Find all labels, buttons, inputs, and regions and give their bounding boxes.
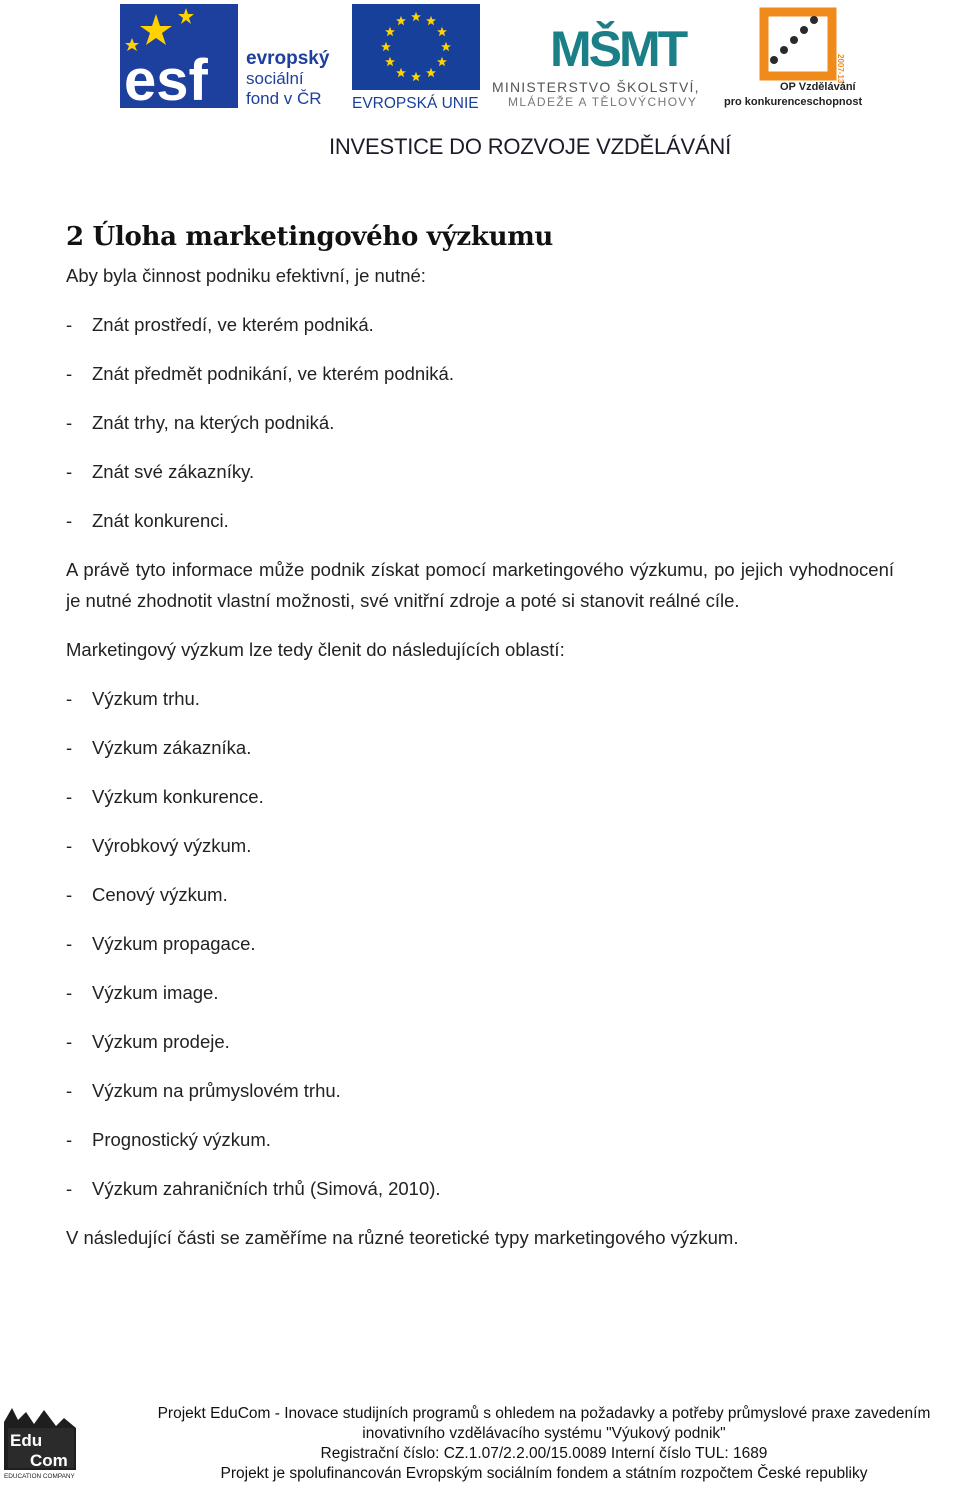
svg-text:2007-13: 2007-13 (836, 54, 845, 84)
list-item: - Znát své zákazníky. (66, 461, 255, 482)
research-areas-list (66, 683, 894, 1204)
list-item: - Znát konkurenci. (66, 510, 229, 531)
list-item: - Výrobkový výzkum. (66, 835, 252, 856)
eu-flag-logo (352, 4, 480, 110)
msmt-logo (492, 2, 720, 110)
list-item: - Prognostický výzkum. (66, 1129, 271, 1150)
list-item: - Výzkum zákazníka. (66, 737, 252, 758)
svg-text:pro konkurenceschopnost: pro konkurenceschopnost (724, 96, 863, 108)
footer-line: Registrační číslo: CZ.1.07/2.2.00/15.0089 Interní číslo TUL: 1689 (320, 1445, 768, 1462)
svg-text:MŠMT: MŠMT (550, 21, 686, 77)
list-item: - Výzkum prodeje. (66, 1031, 230, 1052)
eu-flag-icon (352, 4, 480, 110)
list-item: - Znát předmět podnikání, ve kterém podniká. (66, 363, 454, 384)
list-item: - Výzkum konkurence. (66, 786, 264, 807)
list-item: - Výzkum image. (66, 982, 219, 1003)
list-item: - Výzkum zahraničních trhů (Simová, 2010). (66, 1178, 441, 1199)
svg-text:fond v ČR: fond v ČR (246, 89, 322, 108)
list-item: - Výzkum trhu. (66, 688, 200, 709)
svg-text:Com: Com (30, 1451, 68, 1470)
esf-logo-graphic (120, 4, 340, 110)
intro-paragraph: Aby byla činnost podniku efektivní, je nutné: (66, 265, 426, 286)
requirements-list (66, 309, 894, 536)
svg-text:sociální: sociální (246, 69, 304, 88)
list-item: - Znát prostředí, ve kterém podniká. (66, 314, 374, 335)
educom-logo-graphic (4, 1404, 78, 1480)
list-item: - Výzkum na průmyslovém trhu. (66, 1080, 341, 1101)
op-logo-graphic (720, 2, 870, 110)
svg-text:esf: esf (124, 48, 208, 110)
footer-line: inovativního vzdělávacího systému "Výukový podnik" (362, 1425, 726, 1442)
svg-text:OP Vzdělávání: OP Vzdělávání (780, 81, 856, 93)
msmt-logo-graphic (492, 2, 720, 110)
footer-line: Projekt je spolufinancován Evropským sociálním fondem a státním rozpočtem České republiky (220, 1465, 868, 1482)
svg-text:MINISTERSTVO ŠKOLSTVÍ,: MINISTERSTVO ŠKOLSTVÍ, (492, 79, 700, 95)
educom-logo (4, 1404, 78, 1480)
svg-text:EDUCATION COMPANY: EDUCATION COMPANY (4, 1473, 75, 1480)
section-heading: 2 Úloha marketingového výzkumu (66, 222, 554, 252)
project-footer (128, 1404, 960, 1484)
list-item: - Výzkum propagace. (66, 933, 256, 954)
areas-intro-paragraph: Marketingový výzkum lze tedy členit do následujících oblastí: (66, 639, 565, 660)
document-body (66, 214, 894, 1253)
tagline: INVESTICE DO ROZVOJE VZDĚLÁVÁNÍ (328, 134, 732, 159)
list-item: - Cenový výzkum. (66, 884, 228, 905)
body-paragraph: A právě tyto informace může podnik získat pomocí marketingového výzkumu, po jejich vyhodnocení je nutné zhodnotit vlastní možnosti, své vnitřní zdroje a poté si stanovit reálné cíle. (66, 559, 894, 611)
svg-text:MLÁDEŽE A TĚLOVÝCHOVY: MLÁDEŽE A TĚLOVÝCHOVY (508, 95, 698, 109)
svg-text:evropský: evropský (246, 48, 330, 69)
svg-text:Edu: Edu (10, 1431, 43, 1450)
footer-line: Projekt EduCom - Inovace studijních programů s ohledem na požadavky a potřeby průmyslové praxe zavedením (157, 1405, 931, 1422)
list-item: - Znát trhy, na kterých podniká. (66, 412, 335, 433)
closing-paragraph: V následující části se zaměříme na různé teoretické typy marketingového výzkum. (66, 1227, 739, 1248)
op-vzdelavani-logo (720, 2, 870, 110)
esf-logo (120, 4, 340, 110)
svg-text:EVROPSKÁ UNIE: EVROPSKÁ UNIE (352, 95, 479, 110)
